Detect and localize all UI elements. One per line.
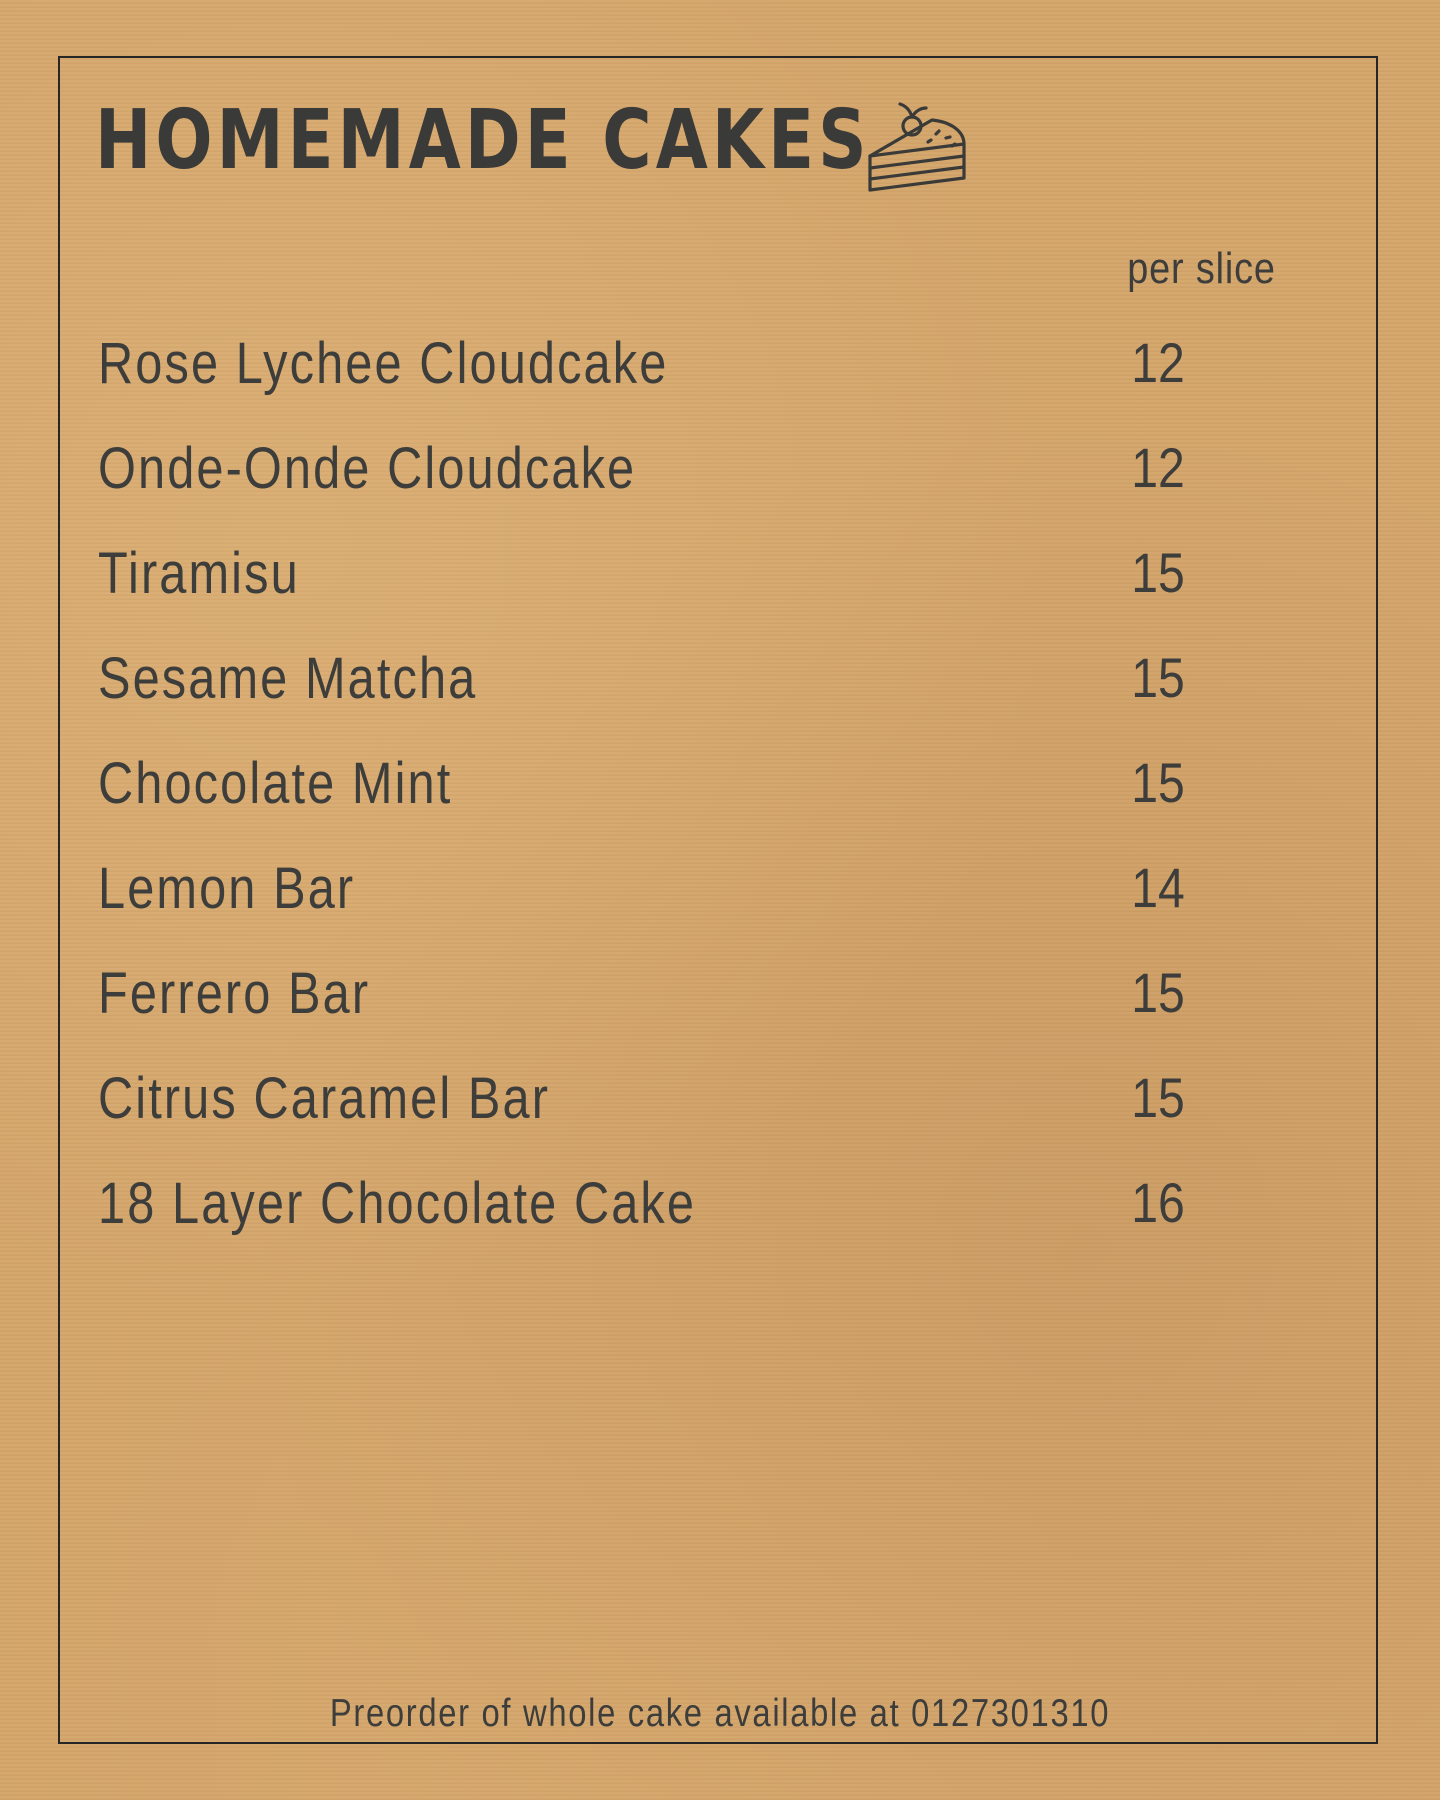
menu-title: HOMEMADE CAKES — [95, 93, 871, 188]
menu-item — [98, 1170, 1228, 1275]
menu-item — [98, 855, 1228, 960]
cake-slice-icon — [866, 98, 966, 194]
menu-item — [98, 540, 1228, 645]
item-name: Ferrero Bar — [98, 961, 371, 1026]
item-name: Sesame Matcha — [98, 646, 478, 711]
menu-item — [98, 1065, 1228, 1170]
item-price: 15 — [1131, 646, 1185, 709]
menu-item — [98, 330, 1228, 435]
menu-item — [98, 435, 1228, 540]
item-price: 15 — [1131, 961, 1185, 1024]
item-name: Tiramisu — [98, 541, 300, 606]
menu-item — [98, 645, 1228, 750]
item-price: 12 — [1131, 436, 1185, 499]
item-price: 16 — [1131, 1171, 1185, 1234]
item-price: 15 — [1131, 1066, 1185, 1129]
per-slice-header: per slice — [1127, 244, 1276, 293]
menu-item — [98, 960, 1228, 1065]
item-price: 15 — [1131, 541, 1185, 604]
item-name: Rose Lychee Cloudcake — [98, 331, 669, 396]
item-name: 18 Layer Chocolate Cake — [98, 1171, 697, 1236]
item-price: 14 — [1131, 856, 1185, 919]
item-name: Lemon Bar — [98, 856, 356, 921]
menu-item — [98, 750, 1228, 855]
item-price: 15 — [1131, 751, 1185, 814]
preorder-note: Preorder of whole cake available at 0127301310 — [329, 1692, 1111, 1735]
item-price: 12 — [1131, 331, 1185, 394]
menu-list — [98, 330, 1228, 1275]
item-name: Citrus Caramel Bar — [98, 1066, 551, 1131]
item-name: Onde-Onde Cloudcake — [98, 436, 637, 501]
item-name: Chocolate Mint — [98, 751, 453, 816]
